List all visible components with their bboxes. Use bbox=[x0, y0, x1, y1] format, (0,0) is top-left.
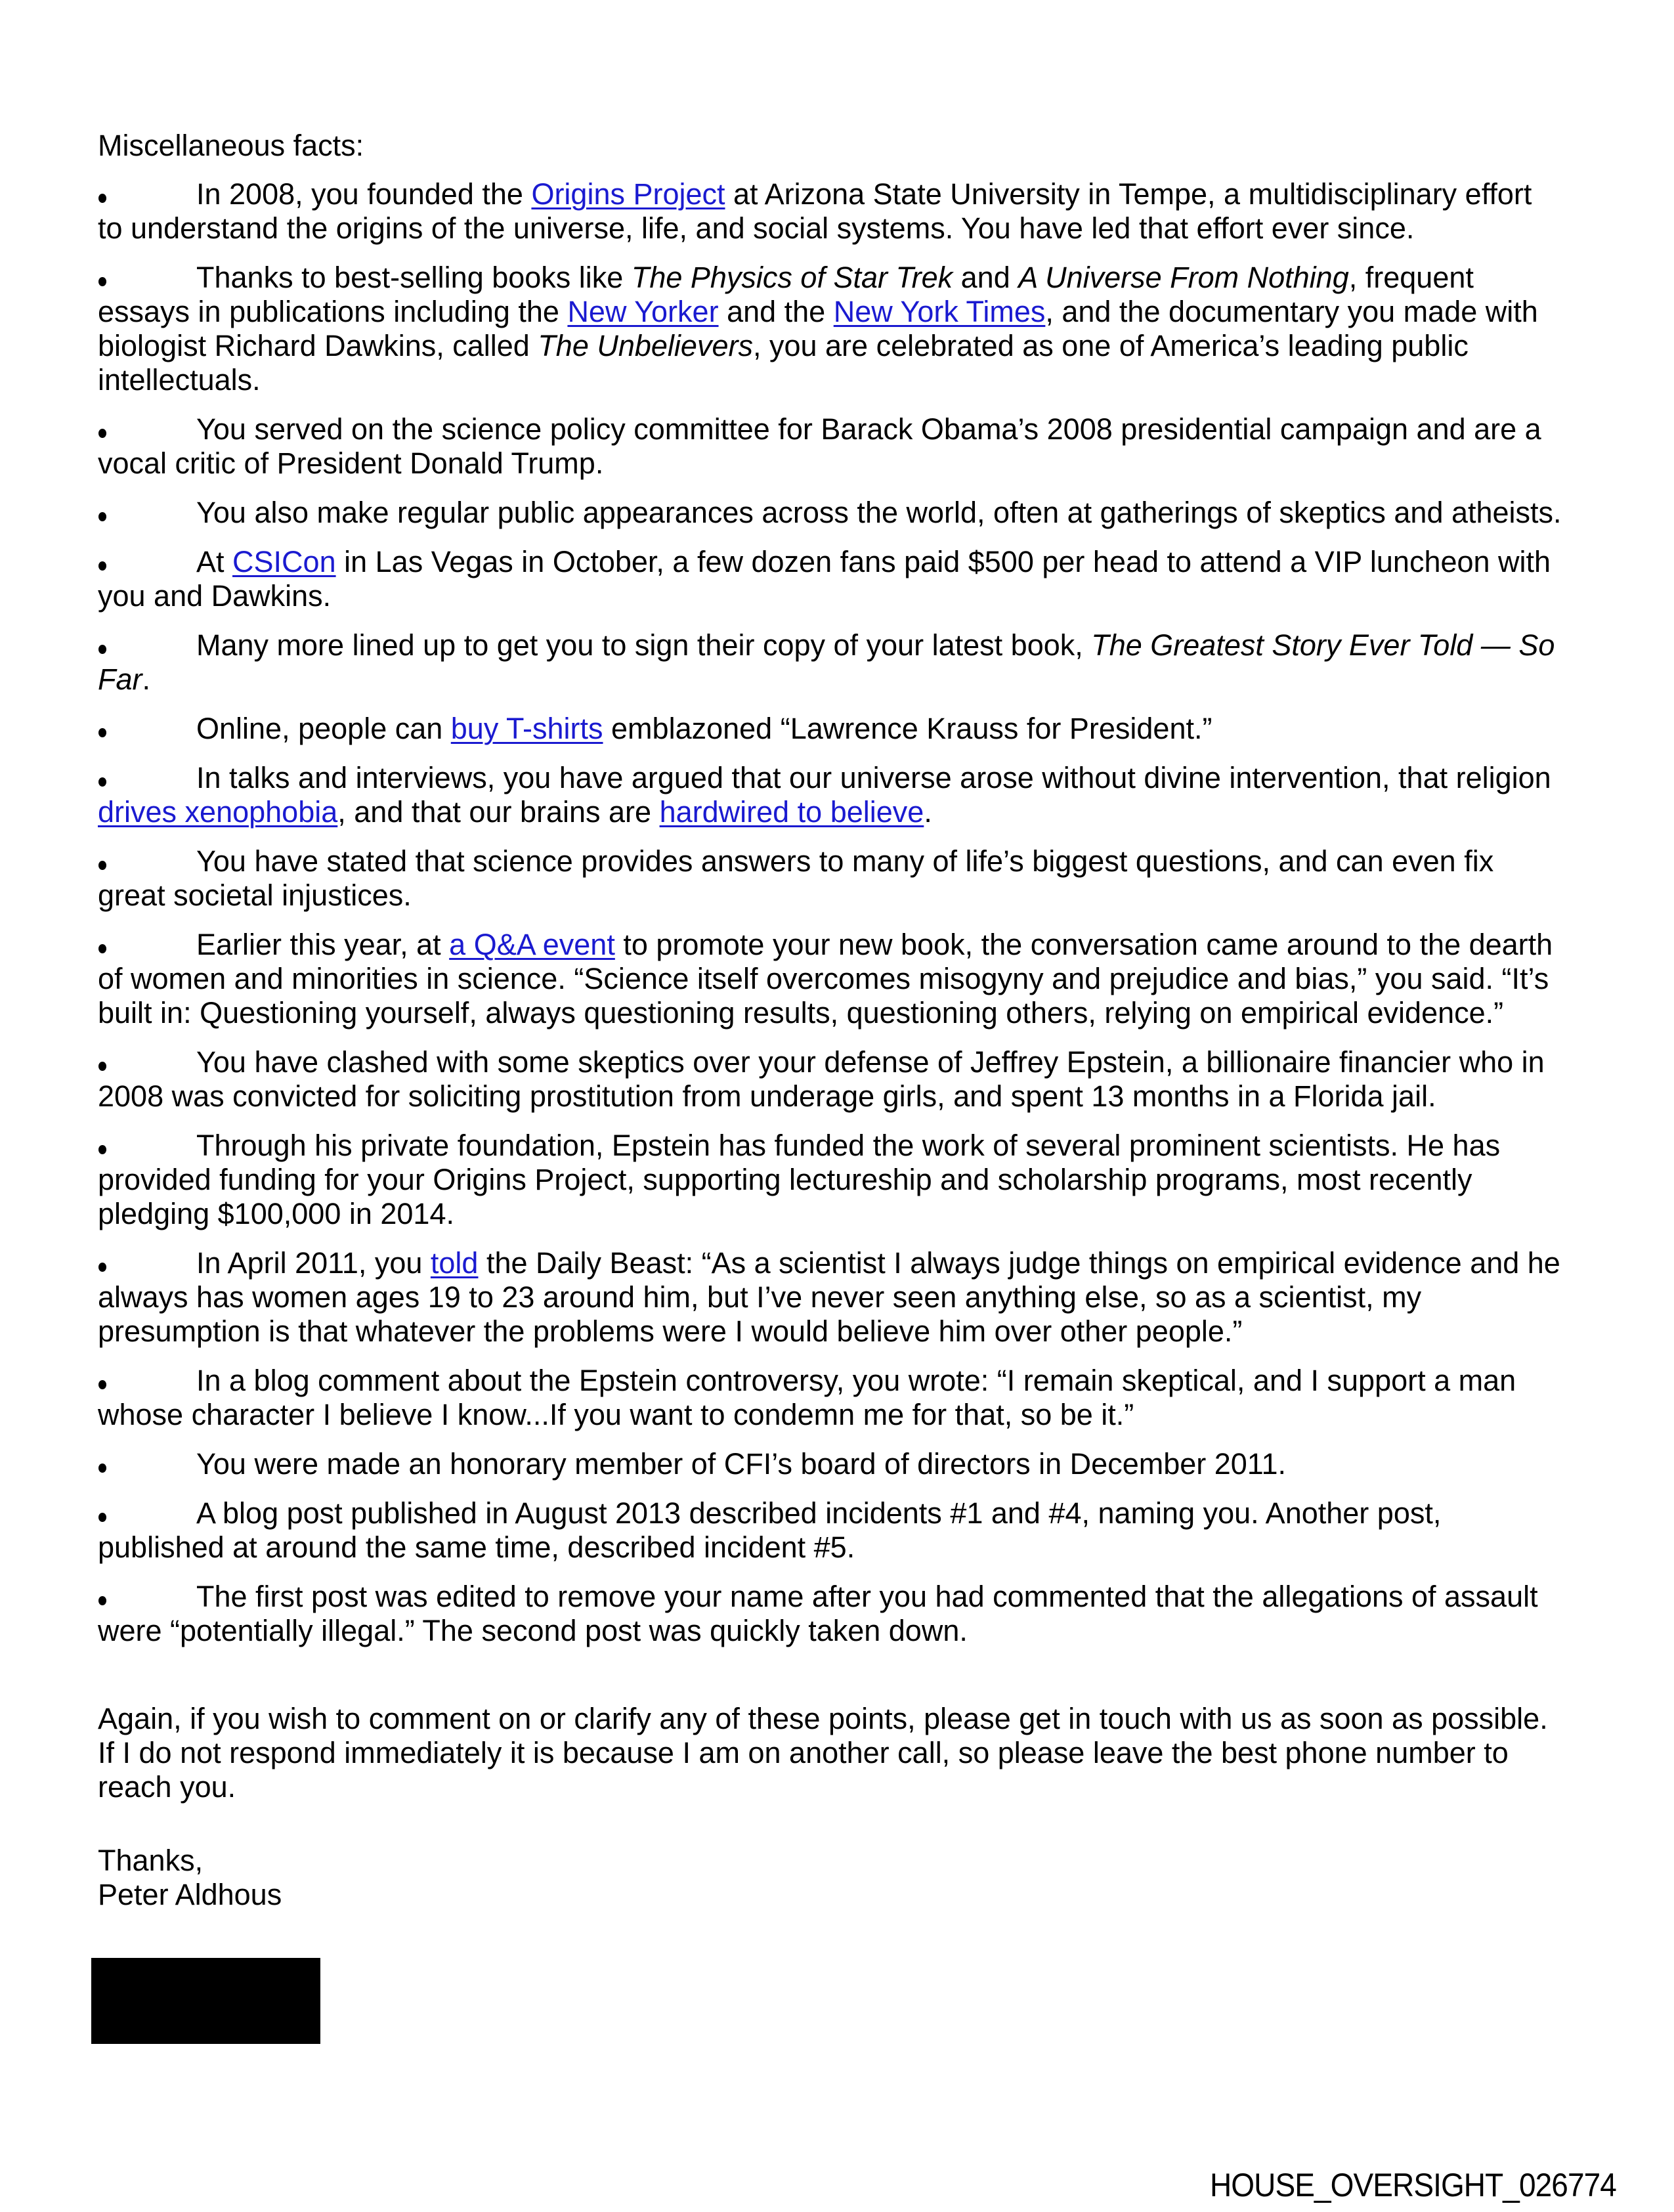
text-run: , and that our brains are bbox=[337, 795, 660, 829]
section-heading: Miscellaneous facts: bbox=[98, 129, 364, 162]
text-run: You were made an honorary member of CFI’s board of directors in December 2011. bbox=[196, 1447, 1287, 1481]
list-item bbox=[98, 712, 1563, 746]
italic-title: The Physics of Star Trek bbox=[631, 261, 953, 294]
list-item bbox=[98, 1447, 1563, 1481]
list-item bbox=[98, 761, 1563, 829]
hyperlink[interactable]: drives xenophobia bbox=[98, 795, 338, 829]
list-item bbox=[98, 1129, 1563, 1231]
hyperlink[interactable]: New Yorker bbox=[567, 295, 719, 328]
text-run: at Arizona State University in Tempe, a multidisciplinary effort to understand the origins of the universe, life, and social systems. You have led that effort ever since. bbox=[98, 177, 1532, 245]
italic-title: The Greatest Story Ever Told — So Far bbox=[98, 628, 1555, 696]
text-run: A blog post published in August 2013 described incidents #1 and #4, naming you. Another post, published at around the same time, described incident #5. bbox=[98, 1496, 1442, 1564]
text-run: to promote your new book, the conversation came around to the dearth of women and minorities in science. “Science itself overcomes misogyny and prejudice and bias,” you said. “It’s built in: Questioning yourself, always questioning results, questioning others, relying on empirical evidence.” bbox=[98, 928, 1553, 1030]
redaction-box bbox=[91, 1958, 320, 2044]
list-item bbox=[98, 1364, 1563, 1432]
text-run: In April 2011, you bbox=[196, 1246, 431, 1280]
italic-title: The Unbelievers bbox=[538, 329, 753, 362]
list-item bbox=[98, 1496, 1563, 1565]
text-run: emblazoned “Lawrence Krauss for President.” bbox=[603, 712, 1213, 745]
list-item bbox=[98, 545, 1563, 613]
facts-list bbox=[98, 177, 1563, 1648]
hyperlink[interactable]: buy T-shirts bbox=[450, 712, 603, 745]
signature-block bbox=[98, 1844, 1563, 1912]
list-item bbox=[98, 1045, 1563, 1114]
text-run: and the bbox=[718, 295, 834, 328]
text-run: Many more lined up to get you to sign their copy of your latest book, bbox=[196, 628, 1092, 662]
list-item bbox=[98, 1246, 1563, 1349]
text-run: and bbox=[953, 261, 1019, 294]
text-run: in Las Vegas in October, a few dozen fans paid $500 per head to attend a VIP luncheon with you and Dawkins. bbox=[98, 545, 1551, 613]
text-run: . bbox=[142, 662, 151, 696]
text-run: . bbox=[924, 795, 932, 829]
hyperlink[interactable]: New York Times bbox=[833, 295, 1046, 328]
text-run: At bbox=[196, 545, 233, 578]
list-item bbox=[98, 844, 1563, 913]
list-item bbox=[98, 1580, 1563, 1648]
text-run: Online, people can bbox=[196, 712, 451, 745]
text-run: Thanks to best-selling books like bbox=[196, 261, 632, 294]
text-run: the Daily Beast: “As a scientist I always judge things on empirical evidence and he always has women ages 19 to 23 around him, but I’ve never seen anything else, so as a scientist, my presumption is that whatever the problems were I would believe him over other people.” bbox=[98, 1246, 1560, 1348]
text-run: In talks and interviews, you have argued that our universe arose without divine intervention, that religion bbox=[196, 761, 1551, 794]
text-run: In a blog comment about the Epstein controversy, you wrote: “I remain skeptical, and I support a man whose character I believe I know...If you want to condemn me for that, so be it.” bbox=[98, 1364, 1516, 1431]
text-run: The first post was edited to remove your name after you had commented that the allegations of assault were “potentially illegal.” The second post was quickly taken down. bbox=[98, 1580, 1538, 1647]
text-run: Earlier this year, at bbox=[196, 928, 450, 961]
bates-number: HOUSE_OVERSIGHT_026774 bbox=[1210, 2167, 1616, 2203]
signature-name: Peter Aldhous bbox=[98, 1878, 282, 1911]
document-page bbox=[98, 129, 1563, 1912]
text-run: In 2008, you founded the bbox=[196, 177, 532, 211]
text-run: You served on the science policy committee for Barack Obama’s 2008 presidential campaign and are a vocal critic of President Donald Trump. bbox=[98, 412, 1541, 480]
text-run: Through his private foundation, Epstein has funded the work of several prominent scientists. He has provided funding for your Origins Project, supporting lectureship and scholarship programs, most recently pledging $100,000 in 2014. bbox=[98, 1129, 1501, 1230]
text-run: You also make regular public appearances across the world, often at gatherings of skeptics and atheists. bbox=[196, 496, 1562, 529]
hyperlink[interactable]: Origins Project bbox=[531, 177, 725, 211]
signoff-text: Thanks, bbox=[98, 1844, 204, 1877]
text-run: , and the documentary you made with biologist Richard Dawkins, called bbox=[98, 295, 1538, 362]
hyperlink[interactable]: a Q&A event bbox=[449, 928, 615, 961]
hyperlink[interactable]: told bbox=[430, 1246, 479, 1280]
list-item bbox=[98, 928, 1563, 1030]
hyperlink[interactable]: hardwired to believe bbox=[659, 795, 924, 829]
list-item bbox=[98, 628, 1563, 697]
list-item bbox=[98, 412, 1563, 481]
text-run: You have stated that science provides answers to many of life’s biggest questions, and can even fix great societal injustices. bbox=[98, 844, 1494, 912]
closing-paragraph: Again, if you wish to comment on or clarify any of these points, please get in touch with us as soon as possible. If I do not respond immediately it is because I am on another call, so please leave the best phone number to reach you. bbox=[98, 1702, 1548, 1804]
hyperlink[interactable]: CSICon bbox=[232, 545, 336, 578]
list-item bbox=[98, 177, 1563, 246]
list-item bbox=[98, 496, 1563, 530]
italic-title: A Universe From Nothing bbox=[1018, 261, 1349, 294]
list-item bbox=[98, 261, 1563, 397]
text-run: You have clashed with some skeptics over your defense of Jeffrey Epstein, a billionaire financier who in 2008 was convicted for soliciting prostitution from underage girls, and spent 13 months in a Florida jail. bbox=[98, 1045, 1545, 1113]
text-run: , frequent essays in publications including the bbox=[98, 261, 1474, 328]
text-run: , you are celebrated as one of America’s leading public intellectuals. bbox=[98, 329, 1469, 397]
